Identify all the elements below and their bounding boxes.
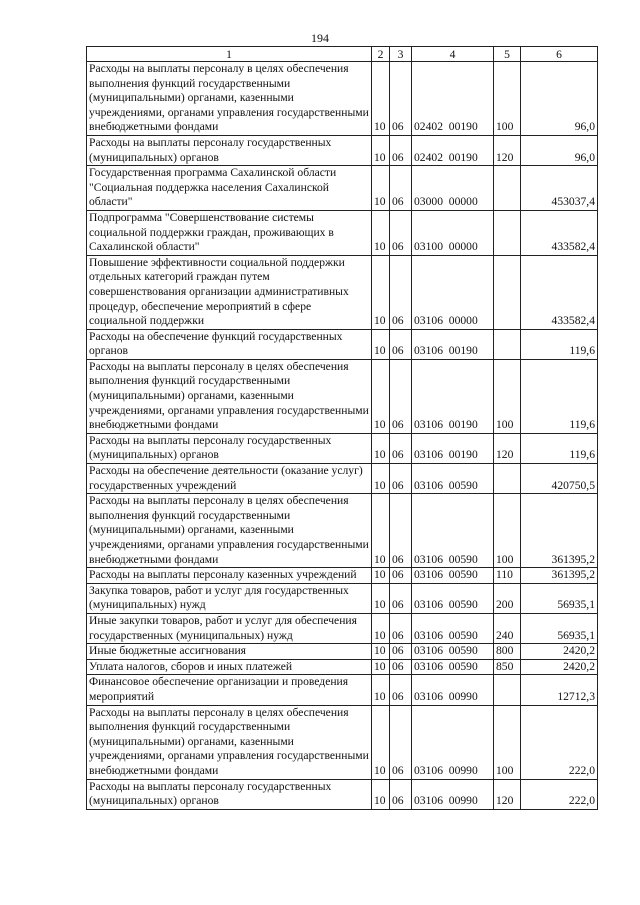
row-target: 03106 00590 [412, 583, 494, 613]
row-target: 03106 00590 [412, 659, 494, 675]
row-subsection: 06 [390, 613, 412, 643]
row-type [494, 210, 521, 255]
table-row [87, 166, 598, 211]
table-row [87, 644, 598, 660]
row-section: 10 [372, 210, 390, 255]
row-name: Подпрограмма "Совершенствование системы социальной поддержки граждан, проживающих в Сахалинской области" [87, 210, 372, 255]
row-type: 100 [494, 494, 521, 568]
table-body [87, 62, 598, 810]
row-section: 10 [372, 464, 390, 494]
row-name: Закупка товаров, работ и услуг для государственных (муниципальных) нужд [87, 583, 372, 613]
row-section: 10 [372, 705, 390, 779]
row-amount: 2420,2 [521, 659, 598, 675]
row-section: 10 [372, 329, 390, 359]
column-header-target: 4 [412, 47, 494, 62]
row-subsection: 06 [390, 568, 412, 584]
table-row [87, 135, 598, 165]
row-name: Повышение эффективности социальной поддержки отдельных категорий граждан путем совершенствования организации административных процедур, обеспечение мероприятий в сфере социальной поддержки [87, 255, 372, 329]
row-target: 03106 00190 [412, 329, 494, 359]
row-type [494, 329, 521, 359]
row-name: Расходы на выплаты персоналу государственных (муниципальных) органов [87, 433, 372, 463]
table-row [87, 329, 598, 359]
row-name: Расходы на обеспечение функций государственных органов [87, 329, 372, 359]
row-section: 10 [372, 675, 390, 705]
row-subsection: 06 [390, 779, 412, 809]
row-target: 03106 00990 [412, 779, 494, 809]
row-amount: 361395,2 [521, 568, 598, 584]
row-name: Расходы на выплаты персоналу государственных (муниципальных) органов [87, 135, 372, 165]
row-subsection: 06 [390, 135, 412, 165]
row-name: Иные закупки товаров, работ и услуг для обеспечения государственных (муниципальных) нужд [87, 613, 372, 643]
row-amount: 420750,5 [521, 464, 598, 494]
row-section: 10 [372, 568, 390, 584]
row-amount: 56935,1 [521, 583, 598, 613]
row-section: 10 [372, 659, 390, 675]
row-type: 110 [494, 568, 521, 584]
row-subsection: 06 [390, 359, 412, 433]
row-type: 120 [494, 135, 521, 165]
row-target: 02402 00190 [412, 135, 494, 165]
table-row [87, 464, 598, 494]
table-row [87, 659, 598, 675]
table-row [87, 255, 598, 329]
row-amount: 222,0 [521, 705, 598, 779]
row-subsection: 06 [390, 644, 412, 660]
row-amount: 2420,2 [521, 644, 598, 660]
row-section: 10 [372, 779, 390, 809]
table-row [87, 779, 598, 809]
column-header-section: 2 [372, 47, 390, 62]
row-subsection: 06 [390, 433, 412, 463]
row-name: Государственная программа Сахалинской области "Социальная поддержка населения Сахалинской области" [87, 166, 372, 211]
row-subsection: 06 [390, 329, 412, 359]
table-row [87, 433, 598, 463]
row-subsection: 06 [390, 166, 412, 211]
row-subsection: 06 [390, 464, 412, 494]
row-type: 850 [494, 659, 521, 675]
row-type [494, 464, 521, 494]
row-name: Уплата налогов, сборов и иных платежей [87, 659, 372, 675]
row-subsection: 06 [390, 583, 412, 613]
row-amount: 119,6 [521, 329, 598, 359]
row-type [494, 166, 521, 211]
row-amount: 433582,4 [521, 210, 598, 255]
row-subsection: 06 [390, 494, 412, 568]
row-subsection: 06 [390, 675, 412, 705]
row-name: Расходы на выплаты персоналу в целях обеспечения выполнения функций государственными (муниципальными) органами, казенными учреждениями, органами управления государственными внебюджетными фондами [87, 62, 372, 136]
row-section: 10 [372, 359, 390, 433]
row-section: 10 [372, 433, 390, 463]
table-row [87, 675, 598, 705]
budget-table [86, 46, 598, 810]
row-amount: 433582,4 [521, 255, 598, 329]
table-row [87, 494, 598, 568]
row-subsection: 06 [390, 210, 412, 255]
row-amount: 96,0 [521, 135, 598, 165]
column-header-type: 5 [494, 47, 521, 62]
row-target: 02402 00190 [412, 62, 494, 136]
table-row [87, 359, 598, 433]
row-target: 03106 00590 [412, 568, 494, 584]
row-subsection: 06 [390, 255, 412, 329]
row-name: Финансовое обеспечение организации и проведения мероприятий [87, 675, 372, 705]
row-type: 100 [494, 62, 521, 136]
row-amount: 12712,3 [521, 675, 598, 705]
row-amount: 119,6 [521, 359, 598, 433]
column-header-amount: 6 [521, 47, 598, 62]
row-amount: 119,6 [521, 433, 598, 463]
page-number: 194 [311, 31, 329, 45]
row-section: 10 [372, 644, 390, 660]
row-subsection: 06 [390, 705, 412, 779]
row-type [494, 255, 521, 329]
row-amount: 96,0 [521, 62, 598, 136]
header-row [87, 47, 598, 62]
row-amount: 222,0 [521, 779, 598, 809]
row-name: Расходы на выплаты персоналу в целях обеспечения выполнения функций государственными (муниципальными) органами, казенными учреждениями, органами управления государственными внебюджетными фондами [87, 494, 372, 568]
row-type: 120 [494, 779, 521, 809]
table-row [87, 62, 598, 136]
row-section: 10 [372, 494, 390, 568]
row-name: Расходы на выплаты персоналу в целях обеспечения выполнения функций государственными (муниципальными) органами, казенными учреждениями, органами управления государственными внебюджетными фондами [87, 705, 372, 779]
row-section: 10 [372, 62, 390, 136]
row-name: Расходы на выплаты персоналу государственных (муниципальных) органов [87, 779, 372, 809]
row-type: 200 [494, 583, 521, 613]
row-target: 03100 00000 [412, 210, 494, 255]
row-target: 03106 00000 [412, 255, 494, 329]
row-target: 03106 00190 [412, 433, 494, 463]
row-name: Расходы на обеспечение деятельности (оказание услуг) государственных учреждений [87, 464, 372, 494]
row-amount: 56935,1 [521, 613, 598, 643]
row-type: 120 [494, 433, 521, 463]
row-name: Иные бюджетные ассигнования [87, 644, 372, 660]
row-amount: 453037,4 [521, 166, 598, 211]
table-row [87, 705, 598, 779]
table-row [87, 583, 598, 613]
row-type: 240 [494, 613, 521, 643]
row-type: 100 [494, 705, 521, 779]
row-target: 03106 00990 [412, 705, 494, 779]
column-header-subsection: 3 [390, 47, 412, 62]
row-target: 03106 00590 [412, 613, 494, 643]
row-target: 03106 00990 [412, 675, 494, 705]
row-target: 03106 00590 [412, 644, 494, 660]
row-target: 03106 00590 [412, 494, 494, 568]
row-name: Расходы на выплаты персоналу казенных учреждений [87, 568, 372, 584]
column-header-name: 1 [87, 47, 372, 62]
row-amount: 361395,2 [521, 494, 598, 568]
row-subsection: 06 [390, 659, 412, 675]
table-row [87, 613, 598, 643]
table-row [87, 568, 598, 584]
row-section: 10 [372, 255, 390, 329]
row-type: 100 [494, 359, 521, 433]
row-type [494, 675, 521, 705]
row-name: Расходы на выплаты персоналу в целях обеспечения выполнения функций государственными (муниципальными) органами, казенными учреждениями, органами управления государственными внебюджетными фондами [87, 359, 372, 433]
row-target: 03000 00000 [412, 166, 494, 211]
row-target: 03106 00590 [412, 464, 494, 494]
row-type: 800 [494, 644, 521, 660]
row-section: 10 [372, 613, 390, 643]
row-section: 10 [372, 166, 390, 211]
table-row [87, 210, 598, 255]
row-target: 03106 00190 [412, 359, 494, 433]
row-section: 10 [372, 583, 390, 613]
row-section: 10 [372, 135, 390, 165]
row-subsection: 06 [390, 62, 412, 136]
